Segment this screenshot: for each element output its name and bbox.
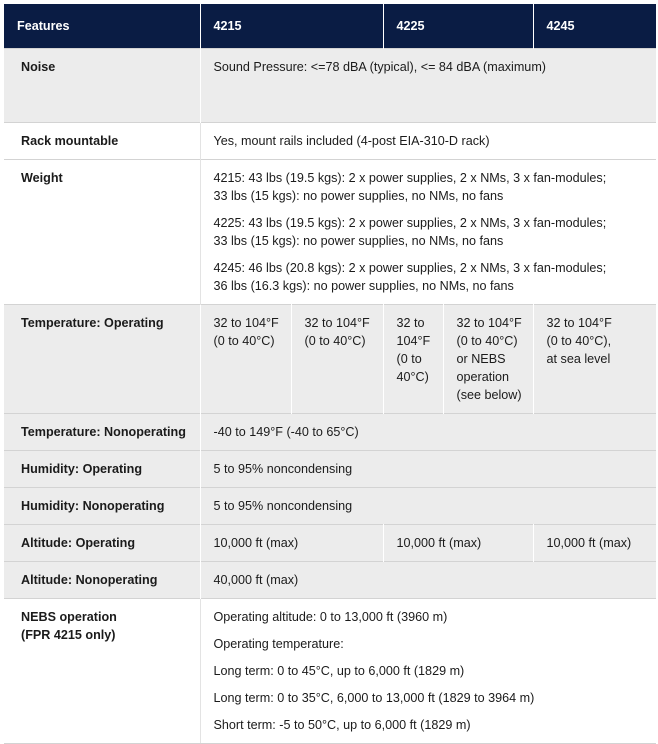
value-humidity-operating: 5 to 95% noncondensing: [200, 451, 656, 488]
temp-op-cell-1-line-2: (0 to 40°C): [213, 334, 275, 348]
temp-op-cell-5: [533, 305, 656, 414]
weight-4225-line-2: 33 lbs (15 kgs): no power supplies, no NMs, no fans: [213, 234, 504, 248]
altitude-op-4225: 10,000 ft (max): [383, 525, 533, 562]
label-temperature-operating: Temperature: Operating: [4, 305, 200, 414]
table-header-row: [4, 4, 656, 49]
value-noise: Sound Pressure: <=78 dBA (typical), <= 84 dBA (maximum): [200, 49, 656, 123]
value-humidity-nonoperating: 5 to 95% noncondensing: [200, 488, 656, 525]
temp-op-cell-4-line-1: 32 to 104°F: [456, 316, 522, 330]
nebs-line-2: Operating temperature:: [213, 637, 344, 651]
row-temperature-nonoperating: [4, 414, 656, 451]
label-weight: Weight: [4, 160, 200, 305]
nebs-line-3: Long term: 0 to 45°C, up to 6,000 ft (1829 m): [213, 664, 465, 678]
temp-op-cell-4-line-3: or NEBS: [456, 352, 506, 366]
label-humidity-nonoperating: Humidity: Nonoperating: [4, 488, 200, 525]
label-rack-mountable: Rack mountable: [4, 123, 200, 160]
weight-4215-line-2: 33 lbs (15 kgs): no power supplies, no NMs, no fans: [213, 189, 504, 203]
temp-op-cell-2-line-1: 32 to 104°F: [304, 316, 370, 330]
nebs-label-line-1: NEBS operation: [21, 610, 117, 624]
specifications-table: [4, 4, 656, 744]
nebs-line-4: Long term: 0 to 35°C, 6,000 to 13,000 ft (1829 to 3964 m): [213, 691, 535, 705]
weight-4245: [214, 259, 649, 295]
row-nebs-operation: [4, 599, 656, 744]
value-rack-mountable: Yes, mount rails included (4-post EIA-310-D rack): [200, 123, 656, 160]
temp-op-cell-5-line-2: (0 to 40°C),: [546, 334, 612, 348]
row-noise: [4, 49, 656, 123]
label-altitude-nonoperating: Altitude: Nonoperating: [4, 562, 200, 599]
header-features: Features: [4, 4, 200, 49]
temp-op-cell-4: [443, 305, 533, 414]
temp-op-cell-1: [200, 305, 291, 414]
weight-4225: [214, 214, 649, 250]
row-temperature-operating: [4, 305, 656, 414]
altitude-op-4215: 10,000 ft (max): [200, 525, 383, 562]
label-altitude-operating: Altitude: Operating: [4, 525, 200, 562]
temp-op-cell-2: [291, 305, 383, 414]
value-altitude-nonoperating: 40,000 ft (max): [200, 562, 656, 599]
temp-op-cell-5-line-3: at sea level: [546, 352, 611, 366]
nebs-line-5: Short term: -5 to 50°C, up to 6,000 ft (1829 m): [213, 718, 471, 732]
temp-op-cell-1-line-1: 32 to 104°F: [213, 316, 279, 330]
label-humidity-operating: Humidity: Operating: [4, 451, 200, 488]
temp-op-cell-4-line-4: operation: [456, 370, 510, 384]
row-weight: [4, 160, 656, 305]
row-rack-mountable: [4, 123, 656, 160]
value-nebs-operation: [200, 599, 656, 744]
weight-4215: [214, 169, 649, 205]
header-4245: 4245: [533, 4, 656, 49]
row-altitude-operating: [4, 525, 656, 562]
temp-op-cell-2-line-2: (0 to 40°C): [304, 334, 366, 348]
label-noise: Noise: [4, 49, 200, 123]
temp-op-cell-4-line-2: (0 to 40°C): [456, 334, 518, 348]
weight-4245-line-2: 36 lbs (16.3 kgs): no power supplies, no NMs, no fans: [213, 279, 514, 293]
temp-op-cell-3-line-1: 32 to 104°F: [396, 316, 431, 348]
header-4225: 4225: [383, 4, 533, 49]
label-nebs-operation: [4, 599, 200, 744]
value-temperature-nonoperating: -40 to 149°F (-40 to 65°C): [200, 414, 656, 451]
weight-4215-line-1: 4215: 43 lbs (19.5 kgs): 2 x power supplies, 2 x NMs, 3 x fan-modules;: [213, 171, 607, 185]
nebs-line-1: Operating altitude: 0 to 13,000 ft (3960 m): [213, 610, 448, 624]
temp-op-cell-3-line-2: (0 to 40°C): [396, 352, 429, 384]
row-humidity-operating: [4, 451, 656, 488]
weight-4225-line-1: 4225: 43 lbs (19.5 kgs): 2 x power supplies, 2 x NMs, 3 x fan-modules;: [213, 216, 607, 230]
altitude-op-4245: 10,000 ft (max): [533, 525, 656, 562]
nebs-label-line-2: (FPR 4215 only): [21, 628, 116, 642]
temp-op-cell-3: [383, 305, 443, 414]
temp-op-cell-4-line-5: (see below): [456, 388, 522, 402]
label-temperature-nonoperating: Temperature: Nonoperating: [4, 414, 200, 451]
weight-4245-line-1: 4245: 46 lbs (20.8 kgs): 2 x power supplies, 2 x NMs, 3 x fan-modules;: [213, 261, 607, 275]
header-4215: 4215: [200, 4, 383, 49]
value-weight: [200, 160, 656, 305]
row-humidity-nonoperating: [4, 488, 656, 525]
temp-op-cell-5-line-1: 32 to 104°F: [546, 316, 612, 330]
row-altitude-nonoperating: [4, 562, 656, 599]
